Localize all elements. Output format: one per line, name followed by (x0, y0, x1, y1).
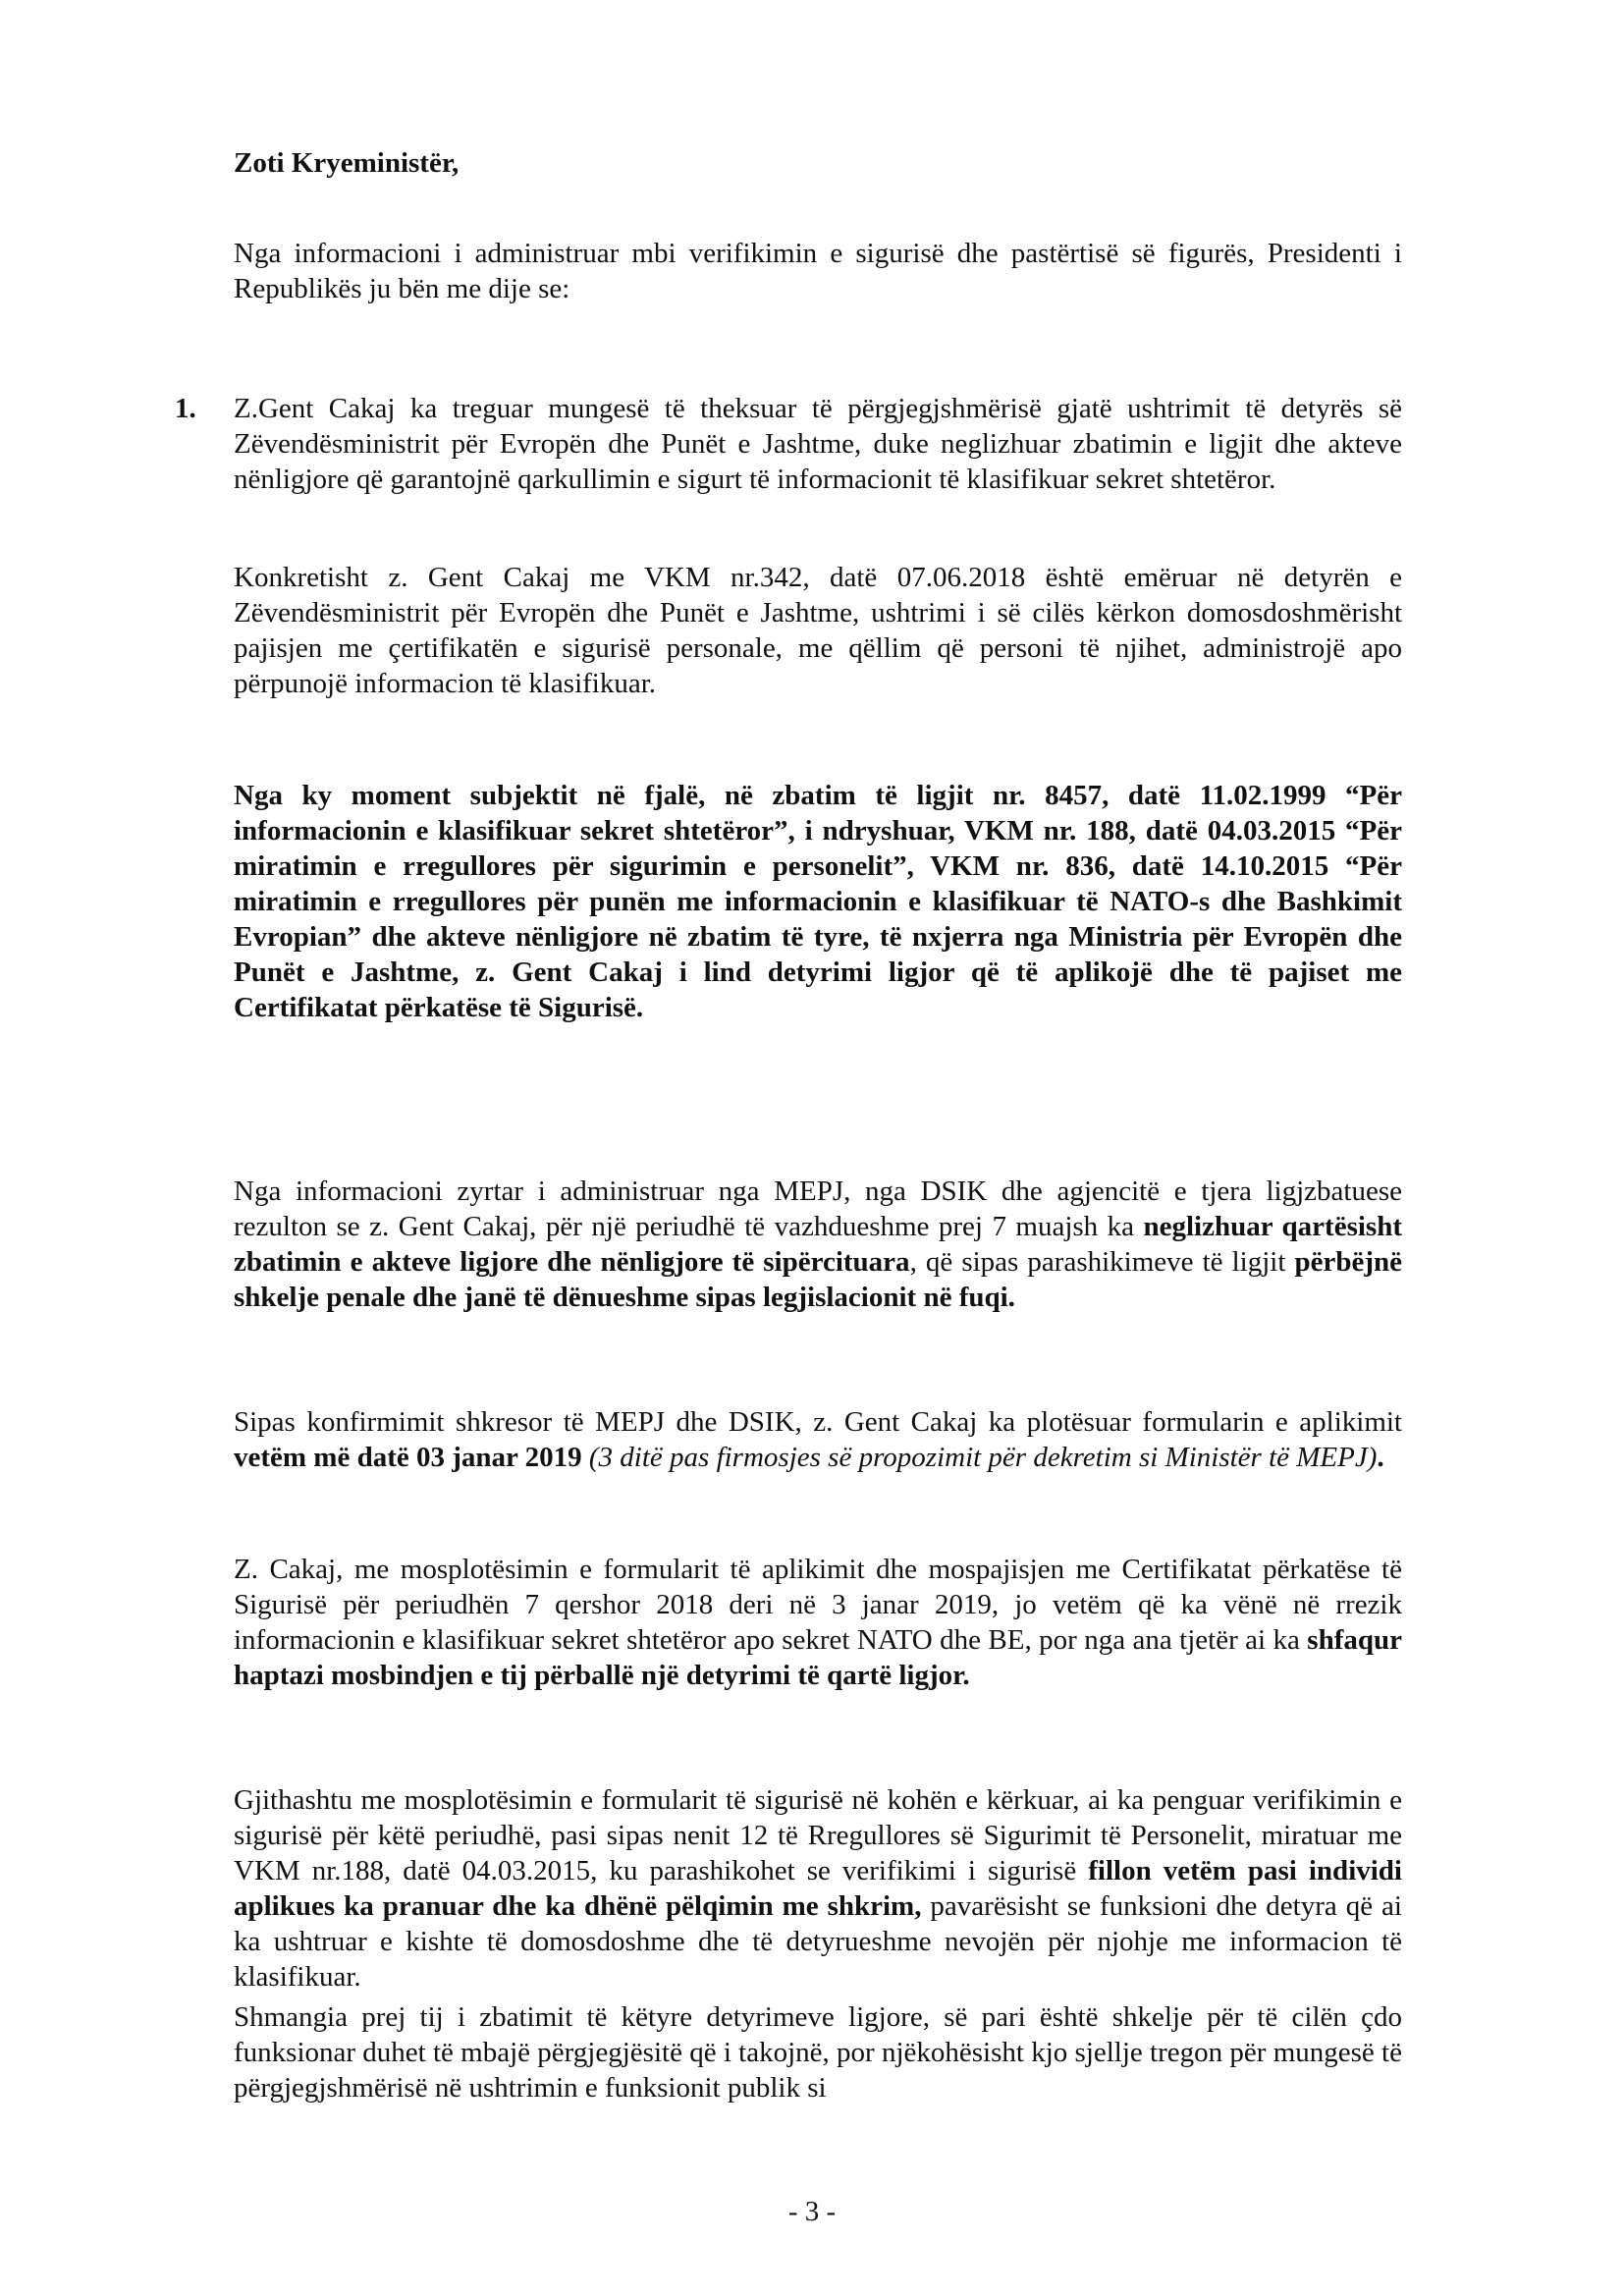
item1-p7-b: fillon vetëm pasi individi aplikues ka pranuar dhe ka dhënë pëlqimin me shkrim, (234, 1855, 1402, 1922)
item1-p4-c: , që sipas parashikimeve të ligjit (909, 1246, 1295, 1278)
item1-p5-d: . (1377, 1442, 1384, 1473)
item1-p5-a: Sipas konfirmimit shkresor të MEPJ dhe DSIK, z. Gent Cakaj ka plotësuar formularin e aplikimit (234, 1406, 1402, 1438)
item1-paragraph-3 (234, 778, 1402, 1025)
item1-paragraph-8 (234, 1999, 1402, 2105)
item1-p4-b: neglizhuar qartësisht zbatimin e akteve ligjore dhe nënligjore të sipërcituara (234, 1211, 1402, 1278)
item1-paragraph-6 (234, 1552, 1402, 1693)
item1-p6-b: shfaqur haptazi mosbindjen e tij përballë një detyrimi të qartë ligjor. (234, 1624, 1402, 1691)
item1-p2: Konkretisht z. Gent Cakaj me VKM nr.342, datë 07.06.2018 është emëruar në detyrën e Zëvendësministrit për Evropën dhe Punët e Jashtme, ushtrimi i së cilës kërkon domosdoshmërisht pajisjen me çertifikatën e sigurisë personale, me qëllim që personi të njihet, administrojë apo përpunojë informacion të klasifikuar. (234, 562, 1402, 699)
item1-paragraph-4 (234, 1174, 1402, 1315)
item1-p5-b: vetëm më datë 03 janar 2019 (234, 1442, 582, 1473)
intro-text: Nga informacioni i administruar mbi verifikimin e sigurisë dhe pastërtisë së figurës, Presidenti i Republikës ju bën me dije se: (234, 238, 1402, 304)
intro-paragraph (234, 236, 1402, 306)
page-number: - 3 - (787, 2196, 837, 2227)
item1-paragraph-2 (234, 560, 1402, 701)
item1-paragraph-7 (234, 1782, 1402, 1995)
item1-p6-a: Z. Cakaj, me mosplotësimin e formularit të aplikimit dhe mospajisjen me Certifikatat përkatëse të Sigurisë për periudhën 7 qershor 2018 deri në 3 janar 2019, jo vetëm që ka vënë në rrezik informacionin e klasifikuar sekret shtetëror apo sekret NATO dhe BE, por nga ana tjetër ai ka (234, 1554, 1402, 1656)
item1-p1: Z.Gent Cakaj ka treguar mungesë të theksuar të përgjegjshmërisë gjatë ushtrimit të detyrës së Zëvendësministrit për Evropën dhe Punët e Jashtme, duke neglizhuar zbatimin e ligjit dhe akteve nënligjore që garantojnë qarkullimin e sigurt të informacionit të klasifikuar sekret shtetëror. (234, 393, 1402, 495)
item1-p7-a: Gjithashtu me mosplotësimin e formularit të sigurisë në kohën e kërkuar, ai ka penguar verifikimin e sigurisë për këtë periudhë, pasi sipas nenit 12 të Rregullores së Sigurimit të Personelit, miratuar me VKM nr.188, datë 04.03.2015, ku parashikohet se verifikimi i sigurisë (234, 1784, 1402, 1886)
item1-p4-a: Nga informacioni zyrtar i administruar nga MEPJ, nga DSIK dhe agjencitë e tjera ligjzbatuese rezulton se z. Gent Cakaj, për një periudhë të vazhdueshme prej 7 muajsh ka (234, 1175, 1402, 1242)
item1-p7-c: pavarësisht se funksioni dhe detyra që ai ka ushtruar e kishte të domosdoshme dhe të detyrueshme nevojën për njohje me informacion të klasifikuar. (234, 1890, 1402, 1993)
item1-p5-c: (3 ditë pas firmosjes së propozimit për dekretim si Ministër të MEPJ) (581, 1442, 1378, 1473)
item1-p3-bold: Nga ky moment subjektit në fjalë, në zbatim të ligjit nr. 8457, datë 11.02.1999 “Për informacionin e klasifikuar sekret shtetëror”, i ndryshuar, VKM nr. 188, datë 04.03.2015 “Për miratimin e rregullores për sigurimin e personelit”, VKM nr. 836, datë 14.10.2015 “Për miratimin e rregullores për punën me informacionin e klasifikuar të NATO-s dhe Bashkimit Evropian” dhe akteve nënligjore në zbatim të tyre, të nxjerra nga Ministria për Evropën dhe Punët e Jashtme, z. Gent Cakaj i lind detyrimi ligjor që të aplikojë dhe të pajiset me Certifikatat përkatëse të Sigurisë. (234, 780, 1402, 1023)
item1-p8: Shmangia prej tij i zbatimit të këtyre detyrimeve ligjore, së pari është shkelje për të cilën çdo funksionar duhet të mbajë përgjegjësitë që i takojnë, por njëkohësisht kjo sjellje tregon për mungesë të përgjegjshmërisë në ushtrimin e funksionit publik si (234, 2001, 1402, 2104)
item1-p4-d: përbëjnë shkelje penale dhe janë të dënueshme sipas legjislacionit në fuqi. (234, 1246, 1402, 1313)
item1-paragraph-1 (234, 391, 1402, 497)
item1-paragraph-5 (234, 1404, 1402, 1475)
list-number-1: 1. (175, 393, 196, 424)
salutation: Zoti Kryeministër, (234, 147, 460, 179)
